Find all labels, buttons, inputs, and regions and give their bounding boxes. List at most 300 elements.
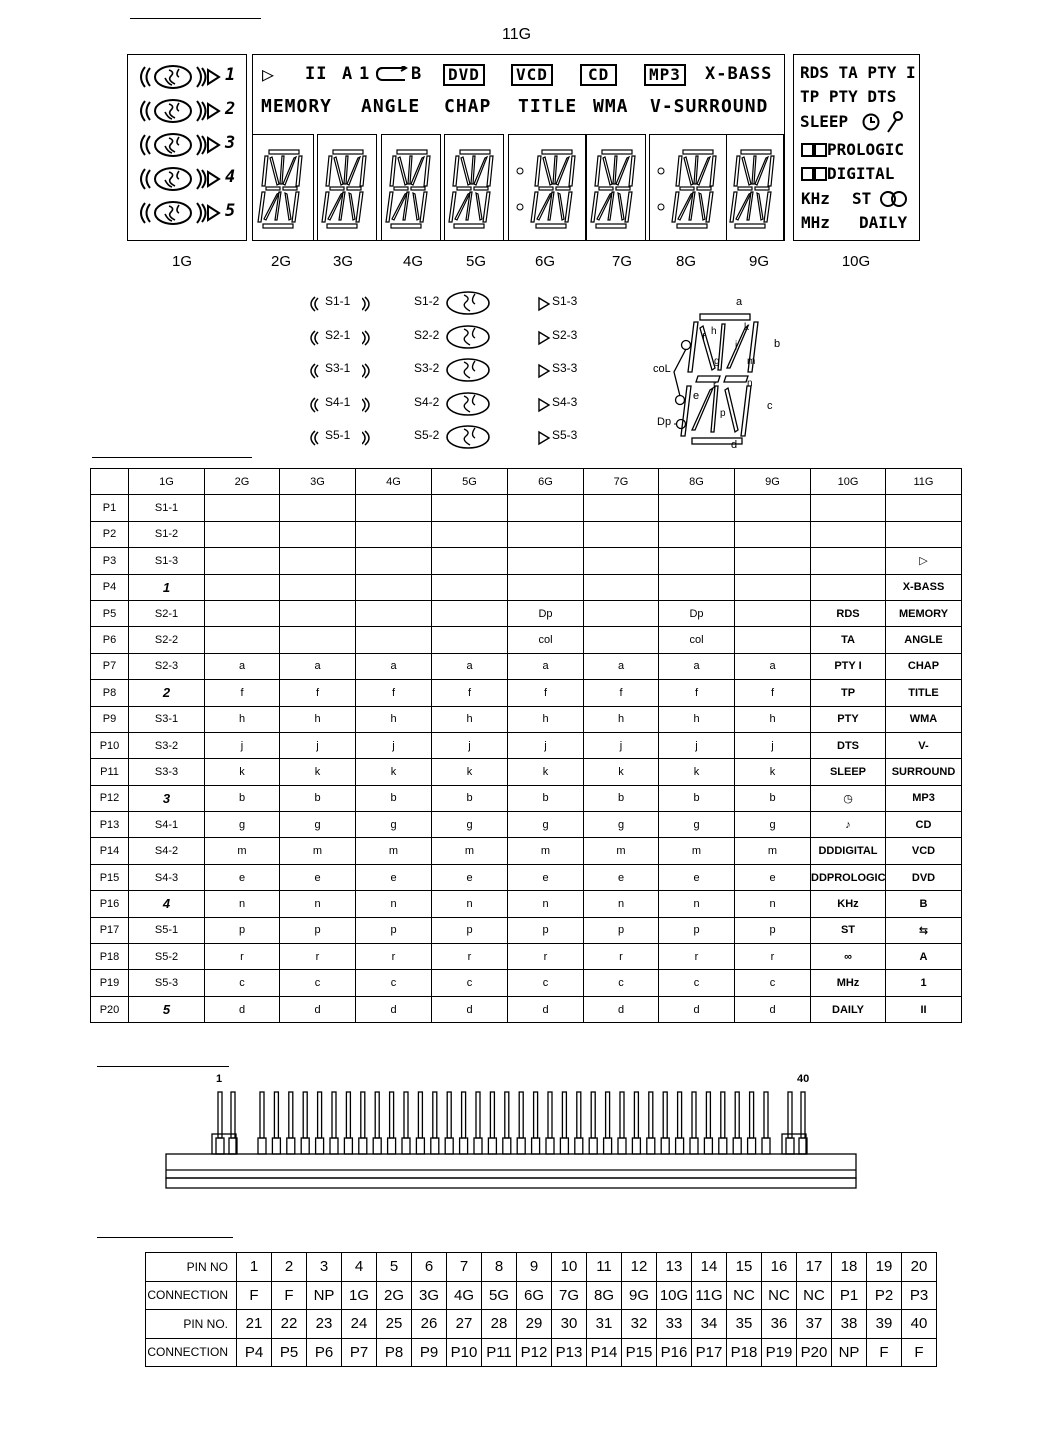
pin-cell: 6: [412, 1253, 447, 1282]
table-header-cell: 9G: [735, 469, 811, 495]
table-cell: e: [356, 864, 432, 890]
table-cell: [280, 600, 356, 626]
table-cell: [735, 627, 811, 653]
dvd-indicator: DVD: [443, 64, 485, 86]
table-cell: [432, 600, 508, 626]
seg-label-h: h: [711, 326, 717, 337]
prologic-indicator: PROLOGIC: [827, 140, 905, 159]
seg-label-j: j: [735, 340, 738, 351]
table-cell: DDPROLOGIC: [811, 864, 886, 890]
table-cell: [735, 548, 811, 574]
pin-cell: 27: [447, 1310, 482, 1339]
table-cell: p: [508, 917, 584, 943]
table-cell: a: [432, 653, 508, 679]
mic-icon: [884, 110, 904, 134]
pin-cell: P7: [342, 1338, 377, 1367]
table-cell: b: [280, 785, 356, 811]
pin-cell: NC: [762, 1281, 797, 1310]
table-cell: S5-3: [129, 970, 205, 996]
grid-label: 2G: [270, 253, 292, 270]
table-cell: d: [735, 996, 811, 1022]
arc-right-icon: [362, 362, 376, 380]
table-cell: f: [356, 680, 432, 706]
table-cell: P17: [91, 917, 129, 943]
pin-cell: 39: [867, 1310, 902, 1339]
table-cell: [584, 495, 659, 521]
pin-row-header: PIN NO.: [146, 1310, 237, 1339]
table-cell: SLEEP: [811, 759, 886, 785]
pin-cell: P5: [272, 1338, 307, 1367]
table-cell: KHz: [811, 891, 886, 917]
triangle-icon: [537, 430, 551, 446]
table-cell: g: [735, 812, 811, 838]
disc-icon: [444, 424, 492, 450]
table-cell: P12: [91, 785, 129, 811]
pin-cell: 8G: [587, 1281, 622, 1310]
pin-cell: P18: [727, 1338, 762, 1367]
table-cell: [811, 521, 886, 547]
table-cell: b: [356, 785, 432, 811]
mp3-indicator: MP3: [644, 64, 686, 86]
disc-icon: [444, 324, 492, 350]
table-cell: TITLE: [886, 680, 962, 706]
table-cell: S3-2: [129, 732, 205, 758]
table-cell: P8: [91, 680, 129, 706]
pin-cell: 15: [727, 1253, 762, 1282]
table-row: [91, 706, 962, 732]
table-cell: ◷: [811, 785, 886, 811]
table-cell: [205, 521, 280, 547]
pause-icon: II: [305, 64, 328, 84]
pin-cell: 37: [797, 1310, 832, 1339]
table-cell: k: [280, 759, 356, 785]
table-cell: h: [356, 706, 432, 732]
table-cell: b: [508, 785, 584, 811]
table-header-cell: 4G: [356, 469, 432, 495]
table-cell: h: [659, 706, 735, 732]
table-cell: RDS: [811, 600, 886, 626]
table-cell: P6: [91, 627, 129, 653]
pin-cell: 40: [902, 1310, 937, 1339]
table-cell: f: [508, 680, 584, 706]
table-cell: r: [584, 944, 659, 970]
colon-icon: [515, 165, 525, 215]
table-cell: b: [205, 785, 280, 811]
grid-label: 4G: [402, 253, 424, 270]
table-row: [91, 996, 962, 1022]
pin-cell: P13: [552, 1338, 587, 1367]
table-cell: MEMORY: [886, 600, 962, 626]
grid-label: 6G: [534, 253, 556, 270]
table-cell: CD: [886, 812, 962, 838]
table-cell: c: [659, 970, 735, 996]
dolby-digital-icon: [801, 167, 827, 181]
arc-left-icon: [305, 329, 319, 347]
disc-icon: [444, 391, 492, 417]
table-cell: [584, 600, 659, 626]
table-cell: [886, 521, 962, 547]
table-cell: 1: [886, 970, 962, 996]
seg-label-c: c: [767, 400, 773, 412]
table-cell: [659, 521, 735, 547]
table-header-cell: 2G: [205, 469, 280, 495]
pin-cell: P8: [377, 1338, 412, 1367]
table-cell: p: [584, 917, 659, 943]
table-cell: j: [356, 732, 432, 758]
table-cell: Dp: [659, 600, 735, 626]
table-cell: a: [659, 653, 735, 679]
wma-indicator: WMA: [593, 96, 629, 117]
table-header-cell: 1G: [129, 469, 205, 495]
arc-left-icon: [305, 362, 319, 380]
table-cell: [508, 548, 584, 574]
pin-connection-table: [145, 1252, 937, 1367]
table-cell: r: [508, 944, 584, 970]
table-cell: a: [584, 653, 659, 679]
arc-right-icon: [362, 329, 376, 347]
legend-s-2: S4-2: [414, 394, 440, 409]
table-cell: m: [735, 838, 811, 864]
table-cell: e: [508, 864, 584, 890]
pin-cell: 22: [272, 1310, 307, 1339]
ab-a-label: A: [342, 64, 354, 84]
pin-cell: NP: [307, 1281, 342, 1310]
table-cell: c: [508, 970, 584, 996]
pin-cell: 36: [762, 1310, 797, 1339]
table-cell: PTY I: [811, 653, 886, 679]
pin-cell: 38: [832, 1310, 867, 1339]
table-cell: [205, 627, 280, 653]
table-cell: ▷: [886, 548, 962, 574]
table-cell: col: [659, 627, 735, 653]
pin-cell: P3: [902, 1281, 937, 1310]
table-cell: ∞: [811, 944, 886, 970]
grid-label: 7G: [611, 253, 633, 270]
seg-label-p: p: [720, 408, 726, 419]
table-cell: [280, 627, 356, 653]
pin-cell: P4: [237, 1338, 272, 1367]
table-cell: [280, 548, 356, 574]
pin-cell: 2G: [377, 1281, 412, 1310]
table-cell: f: [584, 680, 659, 706]
table-cell: PTY: [811, 706, 886, 732]
pin-row-header: PIN NO: [146, 1253, 237, 1282]
pin-cell: P6: [307, 1338, 342, 1367]
table-cell: [356, 574, 432, 600]
table-row: [91, 574, 962, 600]
pin-cell: P10: [447, 1338, 482, 1367]
table-cell: ST: [811, 917, 886, 943]
table-cell: P20: [91, 996, 129, 1022]
grid-label: 8G: [675, 253, 697, 270]
clock-icon: [862, 113, 880, 131]
table-cell: a: [205, 653, 280, 679]
table-cell: P18: [91, 944, 129, 970]
table-cell: d: [432, 996, 508, 1022]
table-cell: S4-3: [129, 864, 205, 890]
pin-cell: P16: [657, 1338, 692, 1367]
seg-label-d: d: [731, 439, 738, 451]
section-rule-assignment: [92, 457, 252, 458]
table-cell: 5: [129, 996, 205, 1022]
table-header-cell: 5G: [432, 469, 508, 495]
table-cell: [886, 495, 962, 521]
pin-cell: 21: [237, 1310, 272, 1339]
pin-cell: 3: [307, 1253, 342, 1282]
grid-label-11g: 11G: [502, 26, 532, 43]
disc-icon: [135, 98, 227, 124]
table-cell: P2: [91, 521, 129, 547]
seg-label-dp: Dp: [657, 416, 672, 428]
grid-label: 9G: [748, 253, 770, 270]
table-cell: g: [205, 812, 280, 838]
daily-indicator: DAILY: [859, 213, 908, 232]
arc-left-icon: [305, 396, 319, 414]
dp-dot-icon: [674, 418, 688, 432]
table-cell: e: [735, 864, 811, 890]
table-cell: p: [356, 917, 432, 943]
table-cell: g: [280, 812, 356, 838]
pin-cell: 4G: [447, 1281, 482, 1310]
table-cell: V-: [886, 732, 962, 758]
table-cell: j: [735, 732, 811, 758]
triangle-icon: [537, 330, 551, 346]
table-cell: [432, 548, 508, 574]
angle-indicator: ANGLE: [361, 96, 421, 117]
table-cell: [508, 521, 584, 547]
pin-cell: P12: [517, 1338, 552, 1367]
arc-left-icon: [305, 429, 319, 447]
table-cell: [205, 574, 280, 600]
pin-cell: 34: [692, 1310, 727, 1339]
table-cell: [205, 548, 280, 574]
table-cell: P7: [91, 653, 129, 679]
table-cell: n: [205, 891, 280, 917]
table-cell: S3-3: [129, 759, 205, 785]
table-cell: m: [356, 838, 432, 864]
table-cell: p: [432, 917, 508, 943]
table-cell: S3-1: [129, 706, 205, 732]
pin-cell: NC: [727, 1281, 762, 1310]
table-cell: k: [659, 759, 735, 785]
table-cell: DAILY: [811, 996, 886, 1022]
connector-pin-last-label: 40: [797, 1073, 810, 1085]
table-cell: m: [280, 838, 356, 864]
table-row: [91, 627, 962, 653]
table-cell: DVD: [886, 864, 962, 890]
rds-ta-pty-indicators: RDS TA PTY I: [800, 63, 916, 82]
xbass-indicator: X-BASS: [705, 64, 773, 84]
table-cell: P10: [91, 732, 129, 758]
disc-number: 5: [225, 201, 237, 221]
pin-cell: 28: [482, 1310, 517, 1339]
table-cell: TA: [811, 627, 886, 653]
pin-cell: 17: [797, 1253, 832, 1282]
mhz-indicator: MHz: [801, 213, 830, 232]
table-row: [91, 653, 962, 679]
table-row: [91, 495, 962, 521]
table-cell: d: [205, 996, 280, 1022]
table-cell: P19: [91, 970, 129, 996]
table-cell: c: [735, 970, 811, 996]
table-row: [91, 944, 962, 970]
cd-indicator: CD: [580, 64, 617, 86]
table-cell: [735, 600, 811, 626]
table-cell: [735, 521, 811, 547]
pin-row-header: CONNECTION: [146, 1281, 237, 1310]
triangle-icon: [537, 363, 551, 379]
table-cell: e: [432, 864, 508, 890]
table-cell: P15: [91, 864, 129, 890]
arc-right-icon: [362, 396, 376, 414]
stereo-indicator: ST: [852, 189, 872, 208]
table-cell: d: [584, 996, 659, 1022]
table-cell: MP3: [886, 785, 962, 811]
table-cell: p: [280, 917, 356, 943]
table-cell: k: [735, 759, 811, 785]
table-cell: WMA: [886, 706, 962, 732]
seg-label-n: n: [747, 378, 753, 389]
table-cell: k: [205, 759, 280, 785]
pin-cell: P19: [762, 1338, 797, 1367]
pin-cell: 1G: [342, 1281, 377, 1310]
seg-label-m: m: [747, 356, 756, 367]
table-cell: [280, 521, 356, 547]
table-cell: [508, 495, 584, 521]
table-cell: S4-1: [129, 812, 205, 838]
table-cell: 3: [129, 785, 205, 811]
grid-label: 3G: [332, 253, 354, 270]
table-row: [91, 600, 962, 626]
pin-cell: F: [867, 1338, 902, 1367]
table-cell: j: [432, 732, 508, 758]
table-cell: h: [584, 706, 659, 732]
pin-cell: 26: [412, 1310, 447, 1339]
pin-cell: 10: [552, 1253, 587, 1282]
table-cell: j: [659, 732, 735, 758]
table-cell: r: [432, 944, 508, 970]
table-cell: j: [205, 732, 280, 758]
disc-number: 3: [225, 133, 237, 153]
table-cell: f: [205, 680, 280, 706]
pin-cell: 35: [727, 1310, 762, 1339]
table-cell: d: [508, 996, 584, 1022]
table-header-cell: 6G: [508, 469, 584, 495]
pin-cell: 4: [342, 1253, 377, 1282]
table-cell: [659, 548, 735, 574]
vcd-indicator: VCD: [511, 64, 553, 86]
pin-cell: 5G: [482, 1281, 517, 1310]
disc-icon: [135, 200, 227, 226]
legend-s-2: S2-2: [414, 327, 440, 342]
table-cell: 2: [129, 680, 205, 706]
table-cell: P14: [91, 838, 129, 864]
digit-cell: [444, 134, 504, 241]
legend-s-3: S1-3: [552, 294, 578, 308]
disc-icon: [444, 357, 492, 383]
table-cell: b: [432, 785, 508, 811]
table-cell: [811, 495, 886, 521]
digital-indicator: DIGITAL: [827, 164, 895, 183]
table-cell: m: [584, 838, 659, 864]
table-cell: n: [508, 891, 584, 917]
pin-cell: 32: [622, 1310, 657, 1339]
table-cell: g: [584, 812, 659, 838]
segment-diagram-shape: [670, 300, 790, 450]
pin-cell: 11G: [692, 1281, 727, 1310]
table-cell: b: [659, 785, 735, 811]
pin-cell: P2: [867, 1281, 902, 1310]
seg-label-a: a: [736, 296, 743, 308]
table-row: [91, 785, 962, 811]
arc-left-icon: [305, 295, 319, 313]
table-row: [91, 732, 962, 758]
table-cell: S1-1: [129, 495, 205, 521]
pin-cell: P11: [482, 1338, 517, 1367]
table-cell: [584, 574, 659, 600]
table-cell: r: [280, 944, 356, 970]
play-icon: ▷: [262, 62, 276, 86]
table-cell: [356, 600, 432, 626]
table-cell: g: [432, 812, 508, 838]
disc-number: 2: [225, 99, 237, 119]
table-cell: j: [280, 732, 356, 758]
table-header-cell: [91, 469, 129, 495]
table-cell: k: [432, 759, 508, 785]
table-cell: B: [886, 891, 962, 917]
table-cell: [356, 521, 432, 547]
pin-cell: 10G: [657, 1281, 692, 1310]
table-cell: e: [659, 864, 735, 890]
table-cell: e: [584, 864, 659, 890]
table-cell: b: [584, 785, 659, 811]
table-cell: [432, 495, 508, 521]
seg-label-r: r: [713, 380, 717, 391]
table-cell: b: [735, 785, 811, 811]
table-cell: X-BASS: [886, 574, 962, 600]
table-cell: e: [280, 864, 356, 890]
table-cell: DDDIGITAL: [811, 838, 886, 864]
table-cell: c: [205, 970, 280, 996]
table-cell: h: [280, 706, 356, 732]
table-cell: [356, 548, 432, 574]
table-cell: p: [735, 917, 811, 943]
pin-cell: 7G: [552, 1281, 587, 1310]
legend-s-1: S1-1: [325, 294, 351, 308]
pin-row: [146, 1253, 937, 1282]
digit-cell: [586, 134, 646, 241]
table-cell: n: [432, 891, 508, 917]
pin-cell: 18: [832, 1253, 867, 1282]
repeat-arrow-icon: [375, 66, 409, 82]
table-row: [91, 759, 962, 785]
pin-cell: 29: [517, 1310, 552, 1339]
pin-cell: 14: [692, 1253, 727, 1282]
pin-row: [146, 1281, 937, 1310]
table-cell: e: [205, 864, 280, 890]
grid-label: 1G: [171, 253, 193, 270]
pin-row: [146, 1310, 937, 1339]
table-cell: d: [280, 996, 356, 1022]
table-cell: a: [508, 653, 584, 679]
pin-cell: NP: [832, 1338, 867, 1367]
pin-cell: 13: [657, 1253, 692, 1282]
table-row: [91, 891, 962, 917]
table-cell: f: [735, 680, 811, 706]
legend-s-2: S1-2: [414, 294, 440, 308]
legend-s-2: S3-2: [414, 361, 440, 375]
table-header-row: [91, 469, 962, 495]
